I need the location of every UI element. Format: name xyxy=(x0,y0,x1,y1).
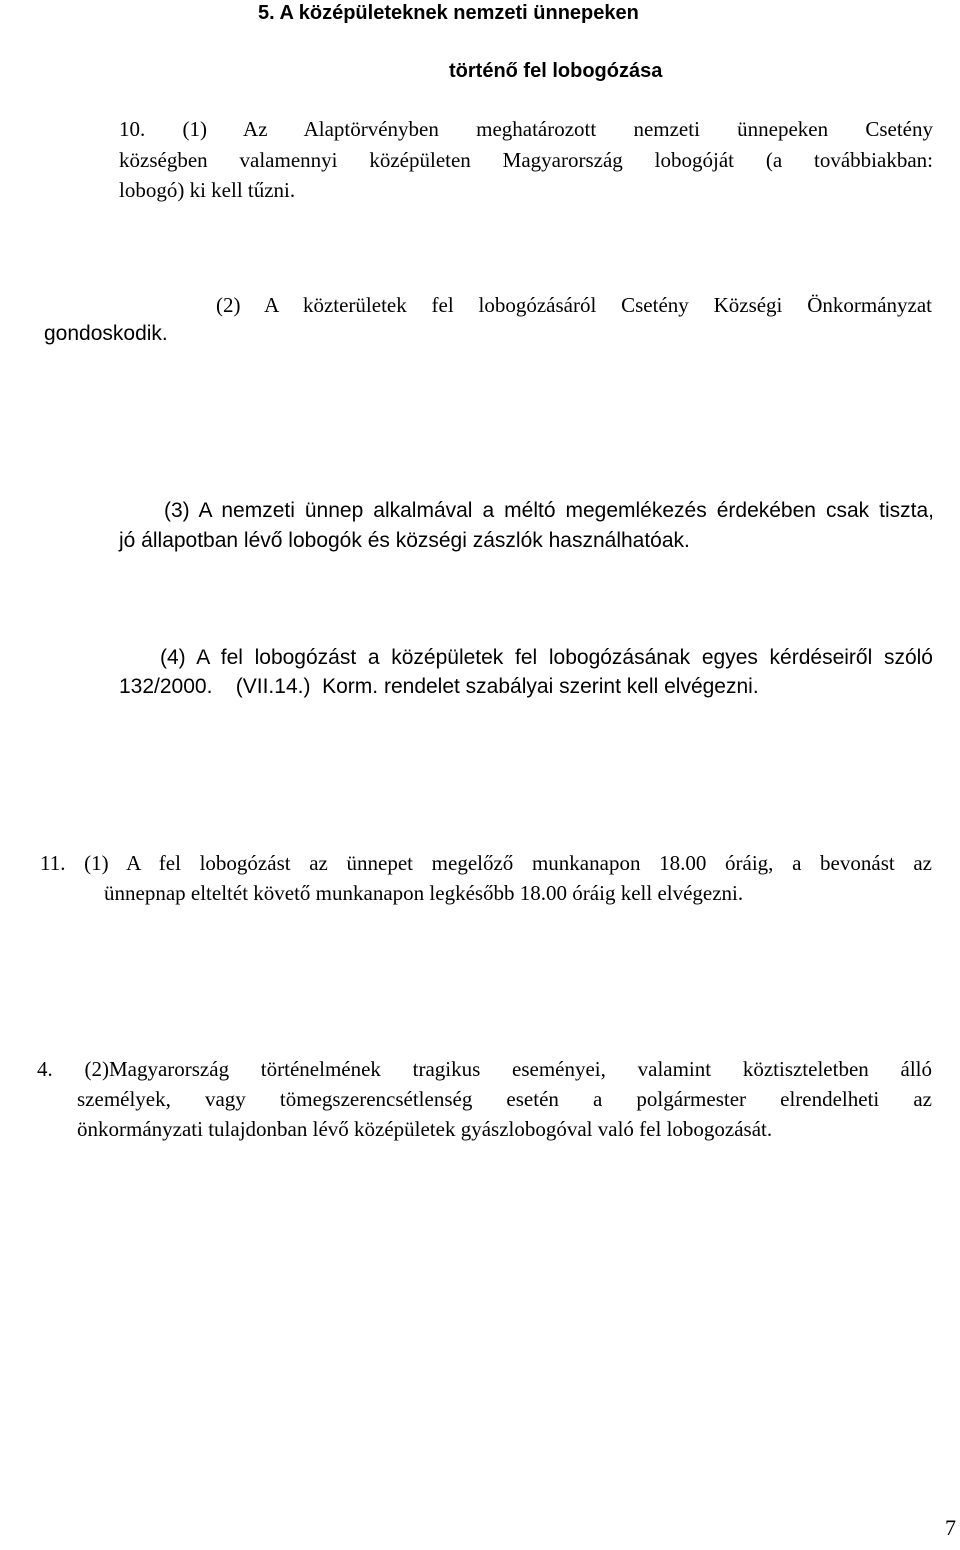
paragraph-4-2-line-3: önkormányzati tulajdonban lévő középületek gyászlobogóval való fel lobogozását. xyxy=(77,1117,773,1141)
paragraph-4-2-line-1: 4. (2)Magyarország történelmének tragikus eseményei, valamint köztiszteletben álló xyxy=(37,1057,932,1081)
page-number: 7 xyxy=(945,1515,956,1540)
paragraph-10-4-line-2: 132/2000. (VII.14.) Korm. rendelet szabályai szerint kell elvégezni. xyxy=(119,675,759,698)
paragraph-10-3-line-2: jó állapotban lévő lobogók és községi zászlók használhatóak. xyxy=(119,529,690,552)
paragraph-11-line-1: 11. (1) A fel lobogózást az ünnepet megelőző munkanapon 18.00 óráig, a bevonást az xyxy=(40,851,932,875)
paragraph-10-3-line-1: (3) A nemzeti ünnep alkalmával a méltó megemlékezés érdekében csak tiszta, xyxy=(164,499,934,522)
paragraph-10-2-line-1: (2) A közterületek fel lobogózásáról Csetény Községi Önkormányzat xyxy=(216,293,932,317)
paragraph-10-4-line-1: (4) A fel lobogózást a középületek fel lobogózásának egyes kérdéseiről szóló xyxy=(160,646,933,669)
paragraph-10-1-line-1: 10. (1) Az Alaptörvényben meghatározott nemzeti ünnepeken Csetény xyxy=(119,117,933,141)
paragraph-11-line-2: ünnepnap elteltét követő munkanapon legkésőbb 18.00 óráig kell elvégezni. xyxy=(104,881,744,905)
paragraph-4-2-line-2: személyek, vagy tömegszerencsétlenség esetén a polgármester elrendelheti az xyxy=(77,1087,932,1111)
paragraph-10-1-line-2: községben valamennyi középületen Magyarország lobogóját (a továbbiakban: xyxy=(119,148,933,172)
paragraph-10-2-line-2: gondoskodik. xyxy=(44,322,168,345)
paragraph-10-1-line-3: lobogó) ki kell tűzni. xyxy=(119,178,296,202)
section-heading-line-1: 5. A középületeknek nemzeti ünnepeken xyxy=(258,2,639,24)
section-heading-line-2: történő fel lobogózása xyxy=(449,60,663,82)
